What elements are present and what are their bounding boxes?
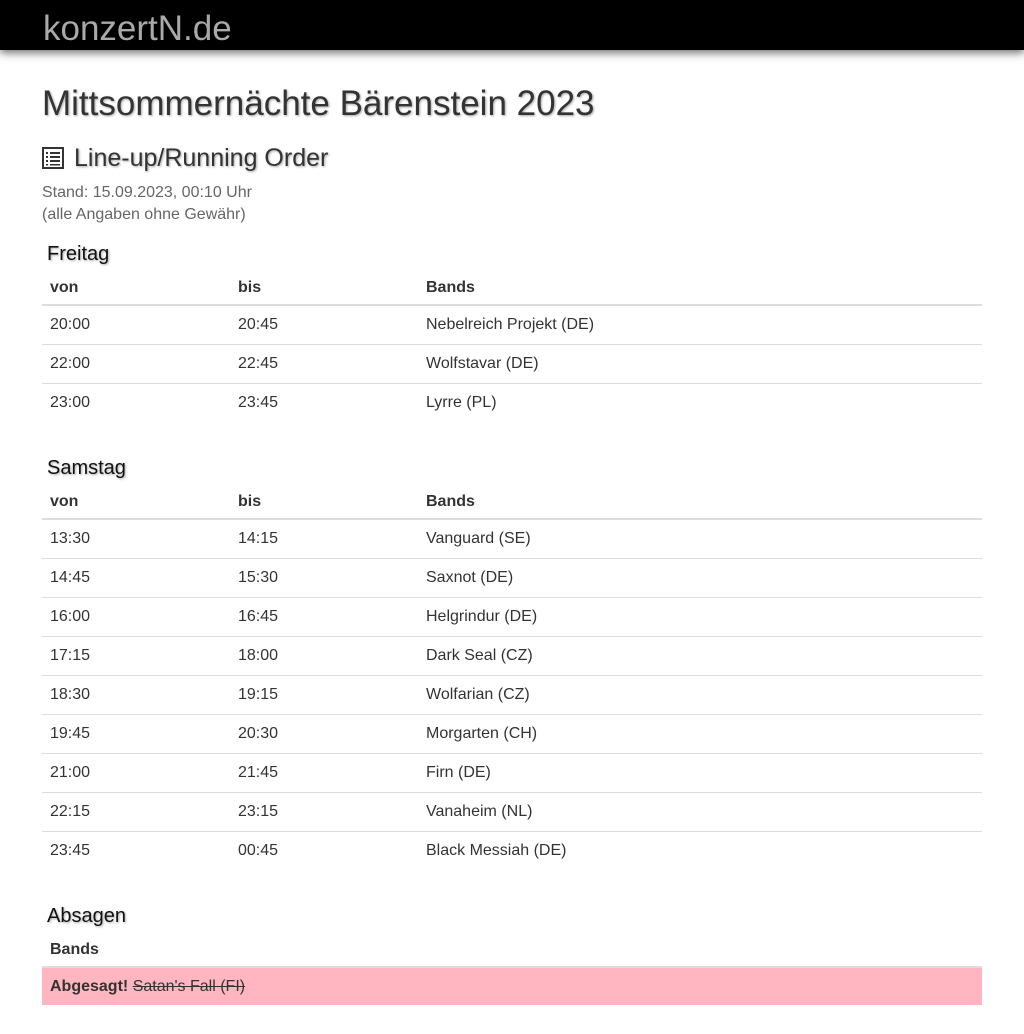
header-bands: Bands <box>418 486 982 519</box>
day-samstag <box>42 456 982 870</box>
header-bis: bis <box>230 486 418 519</box>
list-icon <box>42 147 64 169</box>
cell-von: 17:15 <box>42 636 230 675</box>
cell-bis: 00:45 <box>230 831 418 870</box>
cancelled-band-name: Satan's Fall (FI) <box>132 977 246 995</box>
cancellations-table <box>42 934 982 1005</box>
cell-band: Morgarten (CH) <box>418 714 982 753</box>
cell-von: 22:15 <box>42 792 230 831</box>
cancelled-row <box>42 967 982 1005</box>
table-row <box>42 383 982 422</box>
table-row <box>42 558 982 597</box>
top-navbar <box>0 0 1024 50</box>
table-header-row <box>42 272 982 305</box>
table-row <box>42 714 982 753</box>
cell-von: 18:30 <box>42 675 230 714</box>
cell-bis: 15:30 <box>230 558 418 597</box>
meta-info <box>42 182 252 226</box>
table-row <box>42 636 982 675</box>
schedule-table-freitag <box>42 272 982 422</box>
cell-band: Dark Seal (CZ) <box>418 636 982 675</box>
cell-band: Lyrre (PL) <box>418 383 982 422</box>
table-row <box>42 305 982 344</box>
cell-band: Wolfstavar (DE) <box>418 344 982 383</box>
header-bands: Bands <box>418 272 982 305</box>
cell-von: 21:00 <box>42 753 230 792</box>
cell-band: Helgrindur (DE) <box>418 597 982 636</box>
header-bis: bis <box>230 272 418 305</box>
cell-von: 13:30 <box>50 529 91 547</box>
section-title-text: Line-up/Running Order <box>74 144 329 172</box>
day-freitag <box>42 242 982 422</box>
cell-bis: 21:45 <box>230 753 418 792</box>
page-title: Mittsommernächte Bärenstein 2023 <box>42 84 595 123</box>
cell-bis: 14:15 <box>238 529 279 547</box>
disclaimer-text: (alle Angaben ohne Gewähr) <box>42 206 246 223</box>
cell-von: 23:00 <box>42 383 230 422</box>
cell-von: 19:45 <box>42 714 230 753</box>
table-row <box>42 597 982 636</box>
day-title: Samstag <box>47 457 126 479</box>
cell-von: 20:00 <box>50 315 91 333</box>
cell-von: 16:00 <box>42 597 230 636</box>
cancellations-title: Absagen <box>47 905 126 927</box>
cell-bis: 20:45 <box>238 315 279 333</box>
cell-von: 23:45 <box>42 831 230 870</box>
brand-logo-link[interactable]: konzertN.de <box>43 9 232 48</box>
table-row <box>42 792 982 831</box>
table-row <box>42 753 982 792</box>
cell-band: Saxnot (DE) <box>418 558 982 597</box>
cell-band: Wolfarian (CZ) <box>418 675 982 714</box>
cell-cancelled-band <box>42 967 982 1005</box>
header-von: von <box>42 272 230 305</box>
table-row <box>42 519 982 558</box>
cancelled-label: Abgesagt! <box>50 977 129 995</box>
table-header-row <box>42 486 982 519</box>
section-title <box>42 142 328 174</box>
table-row <box>42 344 982 383</box>
day-title: Freitag <box>47 243 110 265</box>
table-row <box>42 831 982 870</box>
cell-band: Vanaheim (NL) <box>418 792 982 831</box>
cell-bis: 23:15 <box>230 792 418 831</box>
cell-bis: 19:15 <box>230 675 418 714</box>
schedule-table-samstag <box>42 486 982 870</box>
table-row <box>42 675 982 714</box>
cell-band: Nebelreich Projekt (DE) <box>426 315 595 333</box>
cell-von: 22:00 <box>42 344 230 383</box>
cell-band: Black Messiah (DE) <box>418 831 982 870</box>
cell-bis: 16:45 <box>230 597 418 636</box>
cell-bis: 22:45 <box>230 344 418 383</box>
cell-bis: 23:45 <box>230 383 418 422</box>
cell-bis: 18:00 <box>230 636 418 675</box>
cell-band: Vanguard (SE) <box>426 529 531 547</box>
table-header-row <box>42 934 982 967</box>
cell-bis: 20:30 <box>230 714 418 753</box>
cancellations-section <box>42 904 982 1005</box>
header-bands: Bands <box>42 934 982 967</box>
stand-text: Stand: 15.09.2023, 00:10 Uhr <box>42 184 252 201</box>
cell-von: 14:45 <box>42 558 230 597</box>
cell-band: Firn (DE) <box>418 753 982 792</box>
header-von: von <box>42 486 230 519</box>
